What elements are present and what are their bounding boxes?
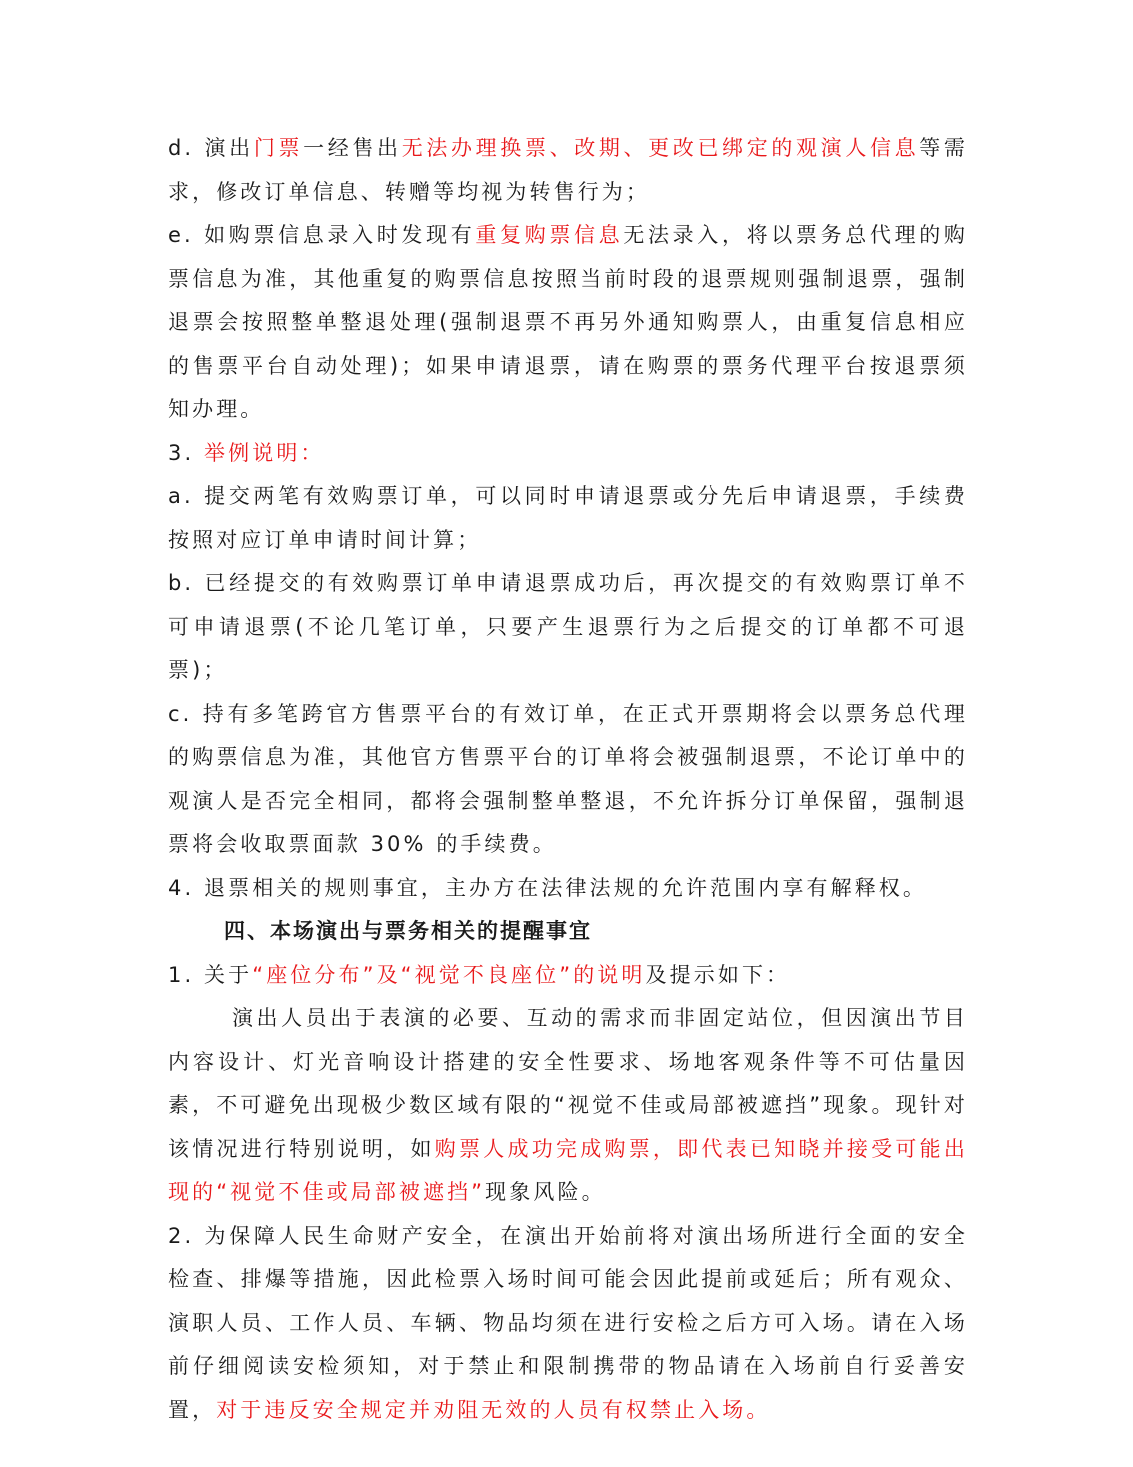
paragraph-4 xyxy=(168,867,968,911)
paragraph-2 xyxy=(168,1215,968,1433)
paragraph-1 xyxy=(168,954,968,998)
highlight-text: 对于违反安全规定并劝阻无效的人员有权禁止入场。 xyxy=(216,1397,771,1422)
text-run: 演出人员出于表演的必要、互动的需求而非固定站位，但因演出节目内容设计、灯光音响设计搭建的安全性要求、场地客观条件等不可估量因素，不可避免出现极少数区域有限的“视觉不佳或局部被遮挡”现象。现针对该情况进行特别说明，如 xyxy=(168,1006,968,1161)
text-run: 一经售出 xyxy=(303,136,402,160)
text-run: 等需求，修改订单信息、转赠等均视为转售行为； xyxy=(168,136,969,204)
text-run: e. 如购票信息录入时发现有 xyxy=(168,223,476,247)
text-run: 及提示如下： xyxy=(645,962,791,987)
paragraph-seating xyxy=(168,997,968,1215)
heading-text: 四、本场演出与票务相关的提醒事宜 xyxy=(224,919,592,943)
text-run: b. 已经提交的有效购票订单申请退票成功后，再次提交的有效购票订单不可申请退票(不论几笔订单，只要产生退票行为之后提交的订单都不可退票)； xyxy=(168,571,968,682)
text-run: 4. 退票相关的规则事宜，主办方在法律法规的允许范围内享有解释权。 xyxy=(168,875,928,900)
highlight-text: 举例说明： xyxy=(204,440,325,465)
text-run: 2. 为保障人民生命财产安全，在演出开始前将对演出场所进行全面的安全检查、排爆等措施，因此检票入场时间可能会因此提前或延后；所有观众、演职人员、工作人员、车辆、物品均须在进行安检之后方可入场。请在入场前仔细阅读安检须知，对于禁止和限制携带的物品请在入场前自行妥善安置， xyxy=(168,1223,968,1422)
paragraph-3 xyxy=(168,432,968,476)
paragraph-c xyxy=(168,693,968,867)
paragraph-b xyxy=(168,562,968,693)
text-run: 1. 关于 xyxy=(168,962,253,987)
text-run: 3. xyxy=(168,440,205,465)
highlight-text: 购票人成功完成购票，即代表已知晓并接受可能出现的“视觉不佳或局部被遮挡” xyxy=(168,1136,968,1204)
highlight-text: 无法办理换票、改期、更改已绑定的观演人信息 xyxy=(401,136,920,160)
paragraph-e xyxy=(168,214,968,432)
text-run: a. 提交两笔有效购票订单，可以同时申请退票或分先后申请退票，手续费按照对应订单申请时间计算； xyxy=(168,484,968,552)
paragraph-a xyxy=(168,475,968,562)
text-run: d. 演出 xyxy=(168,136,254,160)
text-run: c. 持有多笔跨官方售票平台的有效订单，在正式开票期将会以票务总代理的购票信息为准，其他官方售票平台的订单将会被强制退票，不论订单中的观演人是否完全相同，都将会强制整单整退，不允许拆分订单保留，强制退票将会收取票面款 30% 的手续费。 xyxy=(168,701,968,856)
highlight-text: “座位分布”及“视觉不良座位”的说明 xyxy=(252,962,646,987)
paragraph-d xyxy=(168,127,968,214)
section-heading xyxy=(168,910,968,954)
highlight-text: 门票 xyxy=(253,136,304,160)
text-run: 无法录入，将以票务总代理的购票信息为准，其他重复的购票信息按照当前时段的退票规则强制退票，强制退票会按照整单整退处理(强制退票不再另外通知购票人，由重复信息相应的售票平台自动处理)；如果申请退票，请在购票的票务代理平台按退票须知办理。 xyxy=(168,223,968,421)
document-page xyxy=(168,127,968,1432)
text-run: 现象风险。 xyxy=(485,1180,606,1204)
highlight-text: 重复购票信息 xyxy=(475,223,624,247)
